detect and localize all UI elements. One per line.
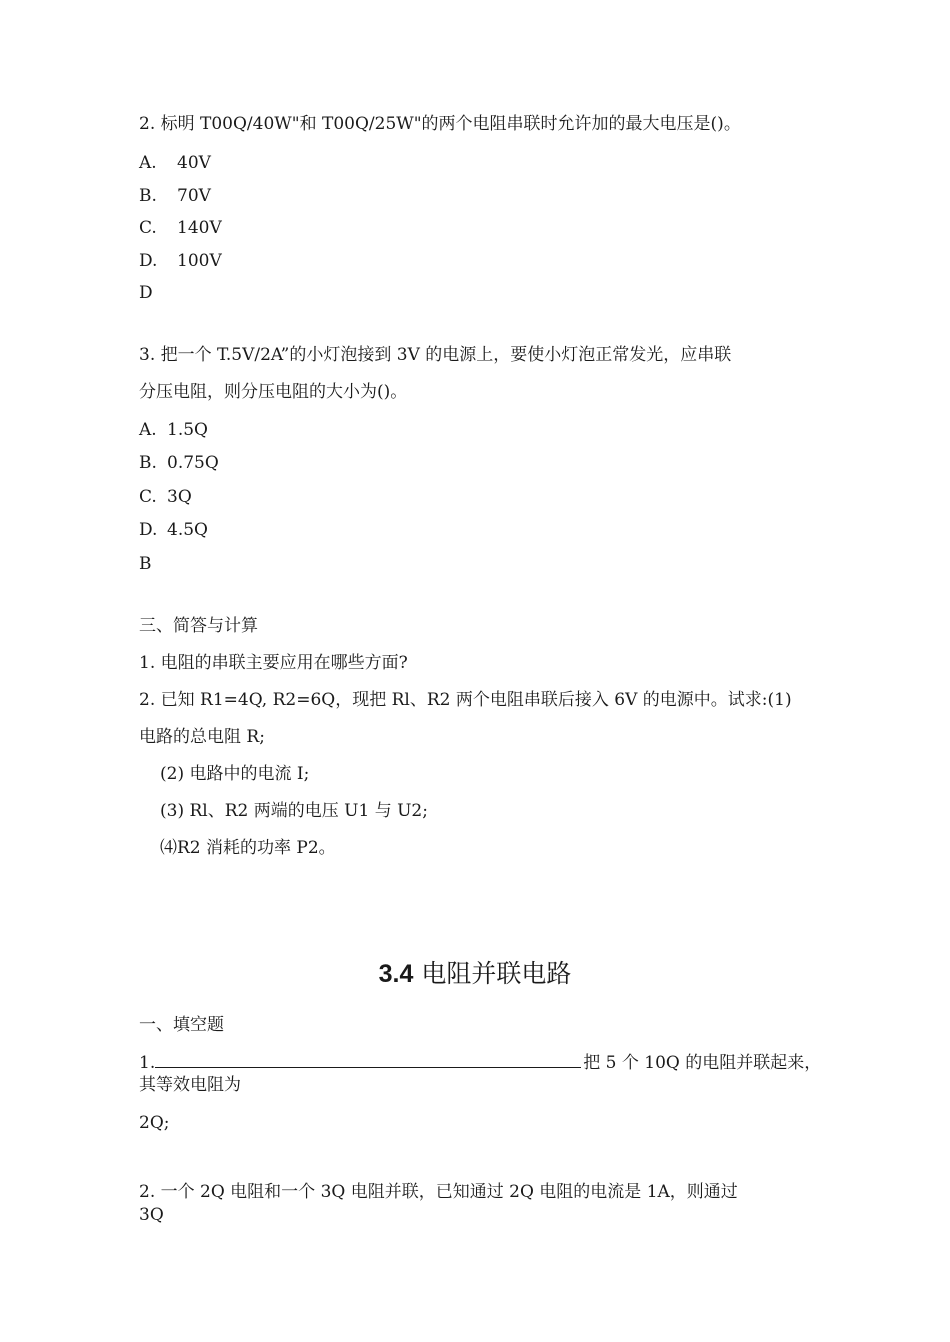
chapter-title bbox=[0, 958, 950, 990]
option-c bbox=[139, 486, 192, 508]
option-text: 0.75Q bbox=[167, 453, 219, 473]
option-b bbox=[139, 185, 211, 207]
option-text: 1.5Q bbox=[167, 420, 208, 440]
question-2-answer: D bbox=[139, 283, 153, 303]
option-text: 40V bbox=[177, 153, 211, 173]
fill-question-1-answer: 2Q; bbox=[139, 1113, 170, 1133]
option-text: 100V bbox=[177, 251, 222, 271]
option-letter: D. bbox=[139, 520, 158, 540]
option-a bbox=[139, 152, 211, 174]
option-text: 70V bbox=[177, 186, 211, 206]
question-3-answer: B bbox=[139, 554, 152, 574]
chapter-number: 3.4 bbox=[378, 960, 414, 988]
fill-question-1-line1 bbox=[139, 1051, 821, 1074]
option-letter: C. bbox=[139, 218, 157, 238]
sub-question-4: ⑷R2 消耗的功率 P2。 bbox=[160, 838, 336, 858]
short-question-2-line1: 2. 已知 R1=4Q, R2=6Q，现把 Rl、R2 两个电阻串联后接入 6V 的电源中。试求:(1) bbox=[139, 690, 792, 710]
question-3-stem-line1: 3. 把一个 T.5V/2A”的小灯泡接到 3V 的电源上，要使小灯泡正常发光，应串联 bbox=[139, 345, 732, 365]
option-c bbox=[139, 217, 222, 239]
option-letter: B. bbox=[139, 186, 157, 206]
option-letter: C. bbox=[139, 487, 157, 507]
option-d bbox=[139, 250, 222, 272]
option-letter: A. bbox=[139, 153, 157, 173]
fill-question-1-line2: 其等效电阻为 bbox=[139, 1075, 241, 1095]
short-question-1: 1. 电阻的串联主要应用在哪些方面? bbox=[139, 653, 408, 673]
fill-question-1-text: 把 5 个 10Q 的电阻并联起来， bbox=[583, 1053, 822, 1073]
sub-question-3: (3) Rl、R2 两端的电压 U1 与 U2; bbox=[160, 801, 428, 821]
short-question-2-line2: 电路的总电阻 R; bbox=[139, 727, 265, 747]
option-d bbox=[139, 519, 208, 541]
question-2-stem: 2. 标明 T00Q/40W"和 T00Q/25W"的两个电阻串联时允许加的最大电压是()。 bbox=[139, 114, 741, 134]
option-text: 4.5Q bbox=[167, 520, 208, 540]
fill-question-1-number: 1. bbox=[139, 1053, 156, 1073]
option-letter: A. bbox=[139, 420, 157, 440]
chapter-name: 电阻并联电路 bbox=[421, 959, 572, 988]
section-heading: 三、简答与计算 bbox=[139, 616, 258, 636]
fill-question-2-line2: 3Q bbox=[139, 1205, 164, 1225]
option-text: 140V bbox=[177, 218, 222, 238]
answer-blank[interactable] bbox=[155, 1051, 581, 1068]
option-a bbox=[139, 419, 208, 441]
option-b bbox=[139, 452, 219, 474]
option-letter: D. bbox=[139, 251, 158, 271]
option-letter: B. bbox=[139, 453, 157, 473]
option-text: 3Q bbox=[167, 487, 192, 507]
sub-question-2: (2) 电路中的电流 I; bbox=[160, 764, 310, 784]
fill-question-2-line1: 2. 一个 2Q 电阻和一个 3Q 电阻并联，已知通过 2Q 电阻的电流是 1A，则通过 bbox=[139, 1182, 738, 1202]
question-3-stem-line2: 分压电阻，则分压电阻的大小为()。 bbox=[139, 382, 408, 402]
fill-heading: 一、填空题 bbox=[139, 1015, 224, 1035]
